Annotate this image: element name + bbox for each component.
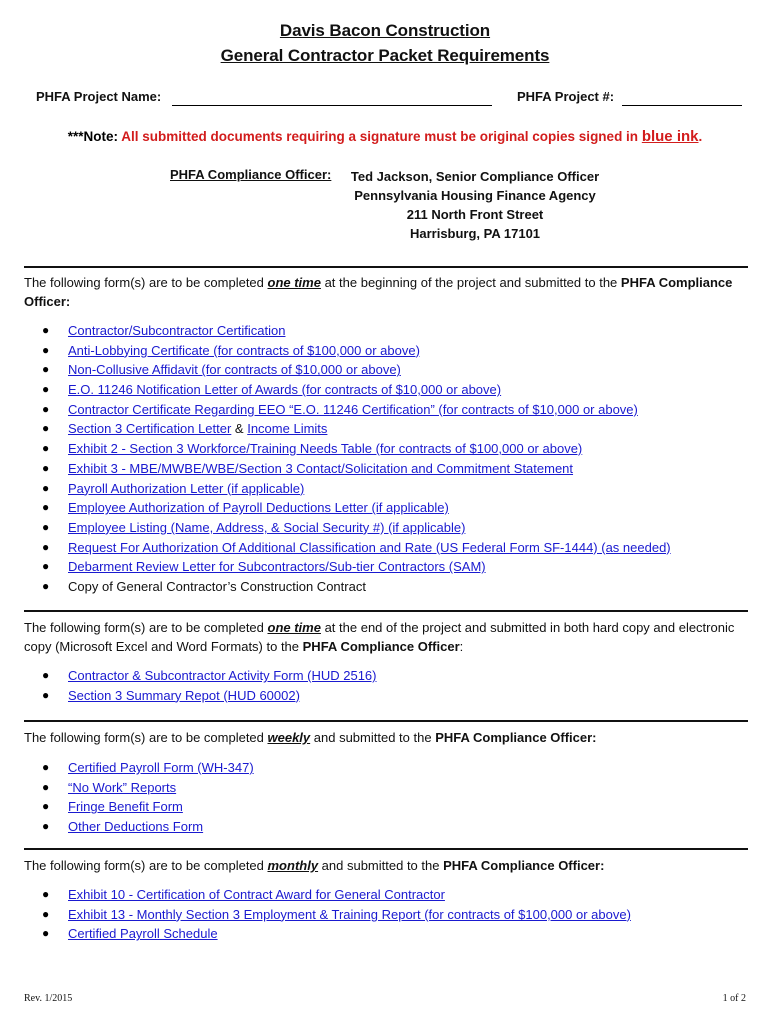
- list-item: [40, 419, 671, 439]
- forms-list: [40, 885, 631, 944]
- officer-street: 211 North Front Street: [406, 207, 544, 222]
- intro-text: The following form(s) are to be completed: [24, 620, 268, 635]
- form-link[interactable]: Exhibit 13 - Monthly Section 3 Employment & Training Report (for contracts of $100,000 or above): [68, 906, 631, 922]
- intro-text: The following form(s) are to be completed: [24, 858, 268, 873]
- note-suffix: .: [698, 129, 703, 144]
- list-item: [40, 905, 631, 925]
- bullet-icon: ●: [42, 799, 50, 814]
- form-link[interactable]: Contractor Certificate Regarding EEO “E.O. 11246 Certification” (for contracts of $10,000 or above): [68, 401, 638, 417]
- document-title: Davis Bacon Construction: [279, 21, 491, 40]
- bullet-icon: ●: [42, 500, 50, 515]
- forms-list: [40, 666, 377, 705]
- list-item: [40, 341, 671, 361]
- intro-recipient: PHFA Compliance Officer:: [24, 275, 733, 309]
- list-item: [40, 518, 671, 538]
- bullet-icon: ●: [42, 906, 50, 921]
- intro-text: at the end of the project and submitted in both hard copy and electronic copy (Microsoft Excel and Word Formats) to the: [24, 620, 735, 654]
- link-joiner: &: [231, 421, 248, 437]
- list-item: [40, 498, 671, 518]
- bullet-icon: ●: [42, 519, 50, 534]
- officer-city: Harrisburg, PA 17101: [409, 226, 541, 241]
- list-item: [40, 321, 671, 341]
- intro-text: The following form(s) are to be completed: [24, 730, 268, 745]
- section-intro: [24, 273, 744, 311]
- form-name: Copy of General Contractor’s Construction Contract: [68, 578, 366, 594]
- section-intro: [24, 618, 744, 656]
- list-item: [40, 360, 671, 380]
- section-intro: [24, 728, 744, 747]
- list-item: [40, 538, 671, 558]
- form-link[interactable]: Exhibit 3 - MBE/MWBE/WBE/Section 3 Contact/Solicitation and Commitment Statement: [68, 460, 574, 476]
- form-link[interactable]: Non-Collusive Affidavit (for contracts of $10,000 or above): [68, 362, 401, 378]
- list-item: [40, 924, 631, 944]
- form-link[interactable]: “No Work” Reports: [68, 779, 177, 795]
- list-item: [40, 817, 254, 837]
- bullet-icon: ●: [42, 401, 50, 416]
- list-item: [40, 380, 671, 400]
- forms-list: [40, 758, 254, 837]
- intro-recipient: PHFA Compliance Officer:: [443, 858, 605, 873]
- bullet-icon: ●: [42, 687, 50, 702]
- signature-note: [0, 128, 770, 145]
- forms-list: [40, 321, 671, 597]
- form-link[interactable]: Employee Listing (Name, Address, & Social Security #) (if applicable): [68, 519, 466, 535]
- frequency-label: one time: [267, 275, 321, 290]
- section-intro: [24, 856, 744, 875]
- officer-label-colon: :: [327, 167, 332, 182]
- bullet-icon: ●: [42, 760, 50, 774]
- list-item: [40, 797, 254, 817]
- list-item: [40, 400, 671, 420]
- note-emphasis: blue ink: [641, 128, 699, 145]
- project-number-field[interactable]: [622, 105, 742, 106]
- bullet-icon: ●: [42, 578, 50, 593]
- note-prefix: ***Note: [67, 129, 114, 144]
- frequency-label: monthly: [267, 858, 319, 873]
- document-subtitle: General Contractor Packet Requirements: [220, 46, 550, 65]
- list-item: [40, 758, 254, 778]
- bullet-icon: ●: [42, 382, 50, 397]
- revision-label: Rev. 1/2015: [24, 993, 73, 1004]
- section-divider: [24, 610, 748, 612]
- bullet-icon: ●: [42, 926, 50, 941]
- bullet-icon: ●: [42, 480, 50, 495]
- list-item: [40, 686, 377, 706]
- intro-end: :: [459, 639, 464, 654]
- bullet-icon: ●: [42, 539, 50, 554]
- section-divider: [24, 266, 748, 268]
- bullet-icon: ●: [42, 887, 50, 901]
- intro-text: The following form(s) are to be completed: [24, 275, 268, 290]
- form-link[interactable]: Debarment Review Letter for Subcontractors/Sub-tier Contractors (SAM): [68, 559, 486, 575]
- list-item: [40, 557, 671, 577]
- list-item: [40, 577, 671, 597]
- form-link[interactable]: Payroll Authorization Letter (if applicable): [68, 480, 305, 496]
- bullet-icon: ●: [42, 323, 50, 337]
- bullet-icon: ●: [42, 421, 50, 436]
- form-link[interactable]: E.O. 11246 Notification Letter of Awards (for contracts of $10,000 or above): [68, 382, 502, 398]
- bullet-icon: ●: [42, 819, 50, 834]
- bullet-icon: ●: [42, 559, 50, 574]
- form-link[interactable]: Income Limits: [247, 421, 328, 437]
- project-name-label: PHFA Project Name:: [36, 89, 162, 104]
- form-link[interactable]: Contractor & Subcontractor Activity Form (HUD 2516): [68, 668, 377, 683]
- form-link[interactable]: Contractor/Subcontractor Certification: [68, 323, 286, 338]
- form-link[interactable]: Certified Payroll Schedule: [68, 926, 218, 942]
- list-item: [40, 778, 254, 798]
- form-link[interactable]: Request For Authorization Of Additional Classification and Rate (US Federal Form SF-1444) (as needed): [68, 539, 671, 555]
- intro-text: and submitted to the: [318, 858, 444, 873]
- list-item: [40, 479, 671, 499]
- bullet-icon: ●: [42, 441, 50, 456]
- section-divider: [24, 720, 748, 722]
- intro-text: and submitted to the: [310, 730, 436, 745]
- officer-agency: Pennsylvania Housing Finance Agency: [354, 188, 596, 203]
- bullet-icon: ●: [42, 668, 50, 682]
- officer-name: Ted Jackson, Senior Compliance Officer: [350, 169, 600, 184]
- form-link[interactable]: Employee Authorization of Payroll Deductions Letter (if applicable): [68, 500, 449, 516]
- form-link[interactable]: Section 3 Certification Letter: [68, 421, 232, 437]
- compliance-officer-label: [170, 167, 331, 182]
- section-divider: [24, 848, 748, 850]
- frequency-label: weekly: [267, 730, 311, 745]
- intro-text: at the beginning of the project and submitted to the: [320, 275, 621, 290]
- intro-recipient: PHFA Compliance Officer: [302, 639, 460, 654]
- form-link[interactable]: Fringe Benefit Form: [68, 799, 183, 815]
- list-item: [40, 439, 671, 459]
- form-link[interactable]: Exhibit 2 - Section 3 Workforce/Training Needs Table (for contracts of $100,000 or above): [68, 441, 583, 457]
- page-number: 1 of 2: [722, 993, 746, 1004]
- form-link[interactable]: Section 3 Summary Repot (HUD 60002): [68, 687, 300, 703]
- frequency-label: one time: [267, 620, 321, 635]
- list-item: [40, 885, 631, 905]
- project-number-label: PHFA Project #:: [517, 89, 615, 104]
- note-text: All submitted documents requiring a signature must be original copies signed in: [117, 129, 642, 144]
- intro-recipient: PHFA Compliance Officer:: [435, 730, 597, 745]
- form-link[interactable]: Other Deductions Form: [68, 819, 204, 835]
- form-link[interactable]: Anti-Lobbying Certificate (for contracts of $100,000 or above): [68, 342, 420, 358]
- bullet-icon: ●: [42, 779, 50, 794]
- bullet-icon: ●: [42, 342, 50, 357]
- list-item: [40, 459, 671, 479]
- bullet-icon: ●: [42, 460, 50, 475]
- form-link[interactable]: Certified Payroll Form (WH-347): [68, 760, 254, 775]
- note-colon: :: [113, 129, 118, 144]
- bullet-icon: ●: [42, 362, 50, 377]
- project-name-field[interactable]: [172, 105, 492, 106]
- form-link[interactable]: Exhibit 10 - Certification of Contract Award for General Contractor: [68, 887, 445, 902]
- officer-label-text: PHFA Compliance Officer: [170, 167, 327, 182]
- list-item: [40, 666, 377, 686]
